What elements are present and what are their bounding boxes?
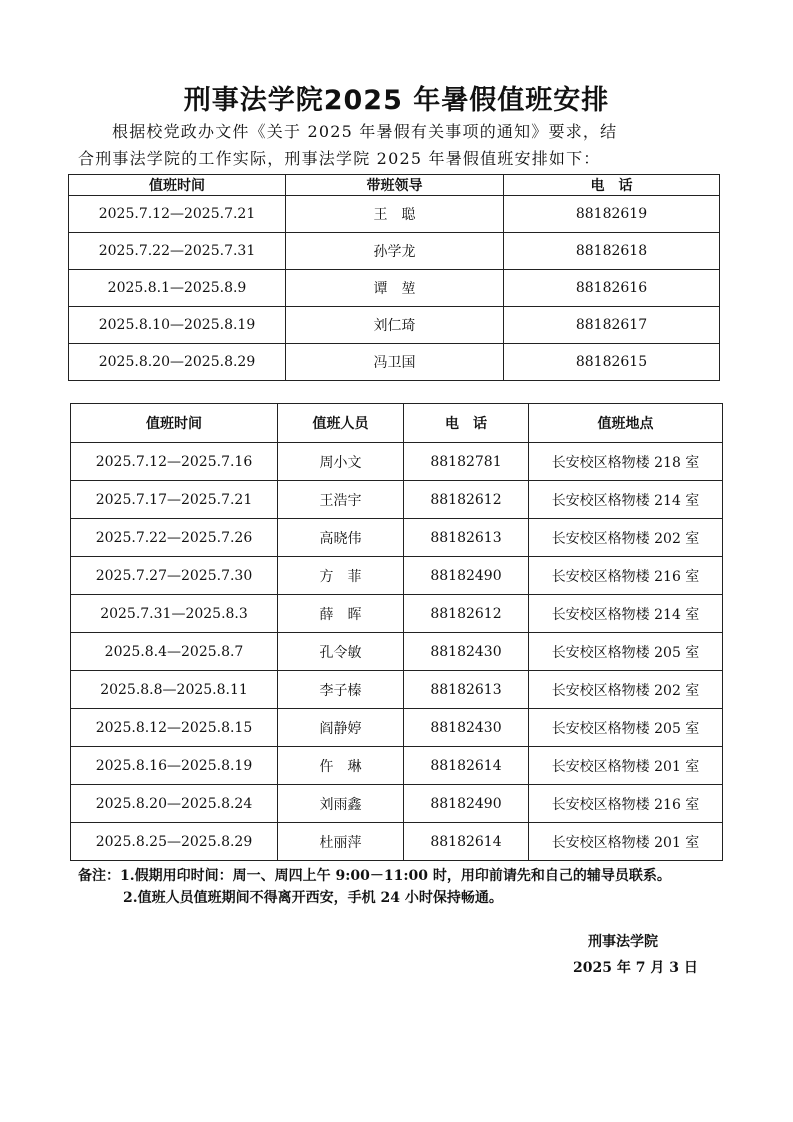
table-row [69,270,720,307]
cell-phone: 88182612 [404,481,529,519]
cell-time: 2025.7.27—2025.7.30 [71,557,278,595]
cell-time: 2025.7.22—2025.7.26 [71,519,278,557]
cell-leader: 孙学龙 [286,233,504,270]
cell-place: 长安校区格物楼 202 室 [529,519,723,557]
signature-org: 刑事法学院 [588,934,658,950]
table-row [71,481,723,519]
cell-phone: 88182430 [404,633,529,671]
cell-staff: 周小文 [278,443,404,481]
header-place: 值班地点 [529,404,723,443]
table-row [69,344,720,381]
table-row [71,823,723,861]
cell-time: 2025.7.17—2025.7.21 [71,481,278,519]
leaders-table-header [69,175,720,196]
cell-place: 长安校区格物楼 202 室 [529,671,723,709]
cell-time: 2025.7.31—2025.8.3 [71,595,278,633]
intro-line-2: 合刑事法学院的工作实际，刑事法学院 2025 年暑假值班安排如下： [78,149,601,168]
cell-time: 2025.8.8—2025.8.11 [71,671,278,709]
cell-place: 长安校区格物楼 216 室 [529,785,723,823]
cell-phone: 88182614 [404,823,529,861]
cell-staff: 方 菲 [278,557,404,595]
cell-phone: 88182618 [504,233,720,270]
cell-time: 2025.8.1—2025.8.9 [69,270,286,307]
cell-phone: 88182617 [504,307,720,344]
cell-place: 长安校区格物楼 201 室 [529,747,723,785]
cell-staff: 李子榛 [278,671,404,709]
cell-staff: 孔令敏 [278,633,404,671]
header-time: 值班时间 [69,175,286,196]
note-line-2: 2.值班人员值班期间不得离开西安，手机 24 小时保持畅通。 [123,890,503,906]
cell-staff: 阎静婷 [278,709,404,747]
table-row [71,709,723,747]
cell-staff: 薛 晖 [278,595,404,633]
header-time: 值班时间 [71,404,278,443]
cell-time: 2025.7.12—2025.7.16 [71,443,278,481]
notes [78,865,738,909]
cell-place: 长安校区格物楼 216 室 [529,557,723,595]
cell-phone: 88182619 [504,196,720,233]
document-title: 刑事法学院2025 年暑假值班安排 [183,85,610,116]
cell-phone: 88182490 [404,557,529,595]
table-row [69,196,720,233]
cell-phone: 88182613 [404,671,529,709]
table-row [71,519,723,557]
cell-time: 2025.8.20—2025.8.24 [71,785,278,823]
cell-time: 2025.7.12—2025.7.21 [69,196,286,233]
cell-leader: 冯卫国 [286,344,504,381]
cell-time: 2025.7.22—2025.7.31 [69,233,286,270]
cell-leader: 王 聪 [286,196,504,233]
header-staff: 值班人员 [278,404,404,443]
cell-time: 2025.8.4—2025.8.7 [71,633,278,671]
header-phone: 电 话 [504,175,720,196]
table-row [69,307,720,344]
cell-time: 2025.8.16—2025.8.19 [71,747,278,785]
cell-time: 2025.8.10—2025.8.19 [69,307,286,344]
cell-phone: 88182615 [504,344,720,381]
leaders-table [68,174,720,381]
cell-place: 长安校区格物楼 205 室 [529,709,723,747]
note-line-1: 备注：1.假期用印时间：周一、周四上午 9:00－11:00 时，用印前请先和自己的辅导员联系。 [78,868,671,884]
cell-place: 长安校区格物楼 201 室 [529,823,723,861]
header-leader: 带班领导 [286,175,504,196]
cell-staff: 仵 琳 [278,747,404,785]
table-row [71,671,723,709]
cell-time: 2025.8.25—2025.8.29 [71,823,278,861]
cell-phone: 88182781 [404,443,529,481]
table-row [71,747,723,785]
intro-paragraph [78,118,718,172]
intro-line-1: 根据校党政办文件《关于 2025 年暑假有关事项的通知》要求，结 [112,122,618,141]
cell-phone: 88182614 [404,747,529,785]
cell-staff: 王浩宇 [278,481,404,519]
cell-phone: 88182490 [404,785,529,823]
cell-staff: 高晓伟 [278,519,404,557]
cell-leader: 谭 堃 [286,270,504,307]
cell-place: 长安校区格物楼 205 室 [529,633,723,671]
header-phone: 电 话 [404,404,529,443]
cell-place: 长安校区格物楼 214 室 [529,481,723,519]
cell-time: 2025.8.12—2025.8.15 [71,709,278,747]
table-row [71,785,723,823]
cell-phone: 88182430 [404,709,529,747]
duty-table [70,403,723,861]
cell-staff: 刘雨鑫 [278,785,404,823]
cell-phone: 88182616 [504,270,720,307]
cell-phone: 88182613 [404,519,529,557]
cell-leader: 刘仁琦 [286,307,504,344]
table-row [71,443,723,481]
signature-date: 2025 年 7 月 3 日 [573,960,698,976]
table-row [69,233,720,270]
cell-phone: 88182612 [404,595,529,633]
cell-place: 长安校区格物楼 214 室 [529,595,723,633]
cell-time: 2025.8.20—2025.8.29 [69,344,286,381]
table-row [71,633,723,671]
duty-table-header [71,404,723,443]
cell-staff: 杜丽萍 [278,823,404,861]
cell-place: 长安校区格物楼 218 室 [529,443,723,481]
table-row [71,557,723,595]
table-row [71,595,723,633]
